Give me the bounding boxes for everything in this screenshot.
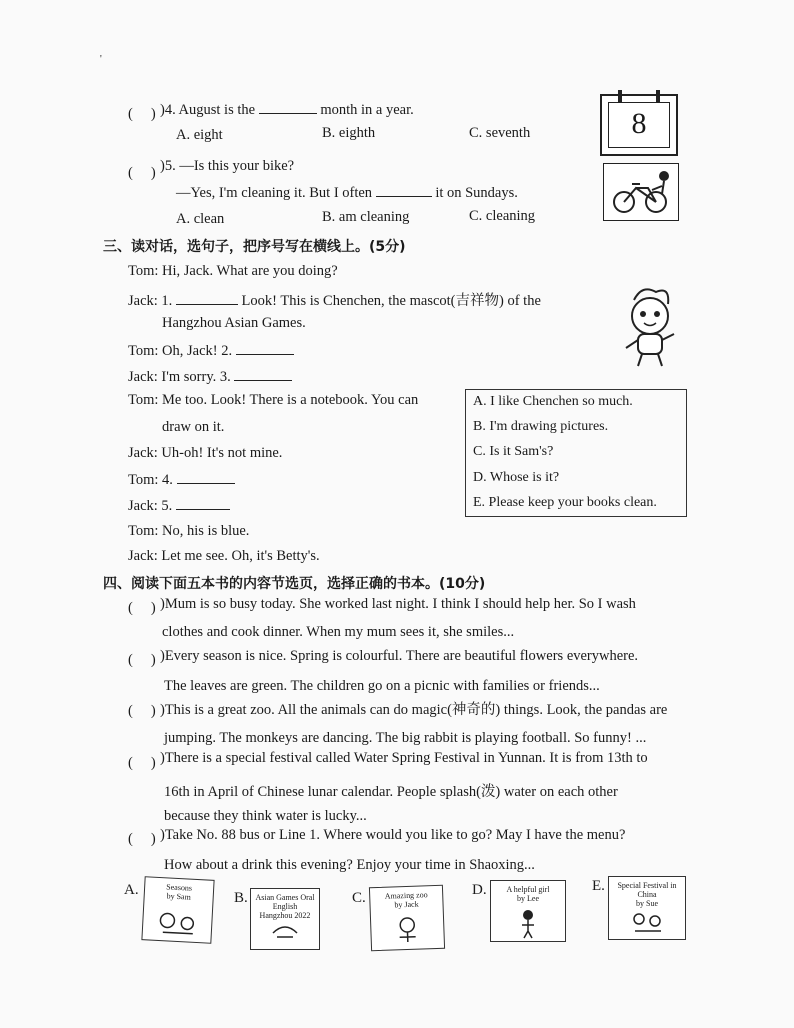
bike-icon bbox=[604, 164, 678, 220]
book-d-author: by Lee bbox=[517, 894, 539, 903]
q4-option-c: C. seventh bbox=[469, 125, 531, 141]
calendar-picture bbox=[600, 94, 678, 156]
dialogue-line: Tom: Me too. Look! There is a notebook. You can bbox=[128, 392, 419, 408]
dialogue-text: Tom: Oh, Jack! 2. bbox=[128, 343, 233, 359]
passage-1-line-1: )Mum is so busy today. She worked last night. I think I should help her. So I wash bbox=[160, 596, 636, 612]
dialogue-text: Look! This is Chenchen, the mascot(吉祥物) of the bbox=[241, 293, 541, 309]
book-e-cover bbox=[608, 876, 686, 940]
passage-2-line-1: )Every season is nice. Spring is colourful. There are beautiful flowers everywhere. bbox=[160, 648, 639, 664]
q5-response-a: —Yes, I'm cleaning it. But I often bbox=[176, 185, 373, 201]
dialogue-text: Tom: 4. bbox=[128, 472, 173, 488]
q5-response-b: it on Sundays. bbox=[435, 185, 518, 201]
dialogue-line bbox=[128, 289, 541, 310]
answer-paren-p1[interactable] bbox=[128, 600, 156, 617]
question-4 bbox=[160, 101, 414, 119]
book-e-author: by Sue bbox=[636, 899, 658, 908]
calendar-number: 8 bbox=[631, 107, 647, 140]
dialogue-blank-2[interactable] bbox=[236, 342, 294, 355]
dialogue-blank-3[interactable] bbox=[234, 368, 292, 381]
option-e: E. Please keep your books clean. bbox=[473, 495, 657, 510]
q4-option-a: A. eight bbox=[176, 127, 223, 143]
book-b-letter: B. bbox=[234, 890, 248, 906]
q4-blank[interactable] bbox=[259, 101, 317, 114]
dialogue-line: Jack: Uh-oh! It's not mine. bbox=[128, 445, 283, 461]
dialogue-blank-5[interactable] bbox=[176, 497, 230, 510]
passage-3-line-1: )This is a great zoo. All the animals can do magic(神奇的) things. Look, the pandas are bbox=[160, 702, 668, 718]
dialogue-line: draw on it. bbox=[162, 419, 225, 435]
passage-3-line-2: jumping. The monkeys are dancing. The big rabbit is playing football. So funny! ... bbox=[164, 730, 647, 746]
book-b-title-text: Asian Games Oral English bbox=[255, 893, 315, 911]
passage-4-line-3: because they think water is lucky... bbox=[164, 808, 367, 824]
dialogue-line: Tom: Hi, Jack. What are you doing? bbox=[128, 263, 338, 279]
book-d-title-text: A helpful girl bbox=[506, 885, 550, 894]
book-a-cover bbox=[141, 876, 214, 944]
book-a-title-text: Seasons bbox=[166, 882, 193, 893]
dialogue-line bbox=[128, 471, 235, 489]
animal-icon bbox=[370, 886, 444, 950]
book-c-cover bbox=[369, 885, 445, 952]
book-c-letter: C. bbox=[352, 890, 366, 906]
book-c-title-text: Amazing zoo bbox=[384, 890, 428, 901]
book-c-author: by Jack bbox=[394, 899, 419, 910]
dialogue-line: Jack: Let me see. Oh, it's Betty's. bbox=[128, 548, 320, 564]
section-4-heading: 四、阅读下面五本书的内容节选页，选择正确的书本。(10分) bbox=[103, 576, 486, 592]
q5-option-b: B. am cleaning bbox=[322, 209, 410, 225]
mascot-icon bbox=[612, 282, 686, 372]
sentence-options-box bbox=[465, 389, 687, 517]
mascot-picture bbox=[612, 282, 686, 372]
q5-blank[interactable] bbox=[376, 184, 432, 197]
passage-1-line-2: clothes and cook dinner. When my mum sees it, she smiles... bbox=[162, 624, 515, 640]
book-a-author: by Sam bbox=[166, 891, 192, 902]
q5-option-c: C. cleaning bbox=[469, 208, 536, 224]
book-b-cover bbox=[250, 888, 320, 950]
q4-tail: month in a year. bbox=[320, 102, 414, 118]
book-e-title-text: Special Festival in China bbox=[617, 881, 677, 899]
q4-option-b: B. eighth bbox=[322, 125, 376, 141]
q5-response bbox=[176, 184, 518, 202]
option-b: B. I'm drawing pictures. bbox=[473, 419, 609, 434]
scan-mark: ' bbox=[100, 54, 102, 65]
book-e-letter: E. bbox=[592, 878, 605, 894]
book-a-letter: A. bbox=[124, 882, 139, 898]
answer-paren-q5[interactable] bbox=[128, 165, 156, 182]
girl-icon bbox=[491, 881, 565, 941]
dialogue-text: Jack: 5. bbox=[128, 498, 173, 514]
games-logo-icon bbox=[251, 889, 319, 949]
dialogue-line bbox=[128, 342, 294, 360]
option-c: C. Is it Sam's? bbox=[473, 444, 554, 459]
passage-2-line-2: The leaves are green. The children go on a picnic with families or friends... bbox=[164, 678, 600, 694]
book-b-author: Hangzhou 2022 bbox=[259, 911, 311, 920]
dialogue-blank-4[interactable] bbox=[177, 471, 235, 484]
passage-4-line-2: 16th in April of Chinese lunar calendar. People splash(泼) water on each other bbox=[164, 784, 618, 800]
option-d: D. Whose is it? bbox=[473, 470, 560, 485]
dialogue-line bbox=[128, 368, 292, 386]
festival-icon bbox=[609, 877, 685, 939]
q4-stem: )4. August is the bbox=[160, 102, 256, 118]
passage-4-line-1: )There is a special festival called Water Spring Festival in Yunnan. It is from 13th to bbox=[160, 750, 648, 766]
dialogue-speaker-text: Jack: 1. bbox=[128, 293, 173, 309]
dialogue-text: Jack: I'm sorry. 3. bbox=[128, 369, 231, 385]
book-d-cover bbox=[490, 880, 566, 942]
section-3-heading: 三、读对话，选句子，把序号写在横线上。(5分) bbox=[103, 239, 406, 255]
bike-picture bbox=[603, 163, 679, 221]
answer-paren-p3[interactable] bbox=[128, 703, 156, 720]
q5-stem: )5. —Is this your bike? bbox=[160, 158, 295, 174]
flower-icon bbox=[142, 877, 213, 942]
answer-paren-p5[interactable] bbox=[128, 831, 156, 848]
dialogue-blank-1[interactable] bbox=[176, 292, 238, 305]
dialogue-line: Tom: No, his is blue. bbox=[128, 523, 250, 539]
dialogue-line: Hangzhou Asian Games. bbox=[162, 315, 306, 331]
passage-5-line-2: How about a drink this evening? Enjoy your time in Shaoxing... bbox=[164, 857, 535, 873]
q5-option-a: A. clean bbox=[176, 211, 225, 227]
passage-5-line-1: )Take No. 88 bus or Line 1. Where would you like to go? May I have the menu? bbox=[160, 827, 626, 843]
answer-paren-q4[interactable] bbox=[128, 106, 156, 123]
option-a: A. I like Chenchen so much. bbox=[473, 394, 633, 409]
answer-paren-p2[interactable] bbox=[128, 652, 156, 669]
answer-paren-p4[interactable] bbox=[128, 755, 156, 772]
book-d-letter: D. bbox=[472, 882, 487, 898]
dialogue-line bbox=[128, 497, 230, 515]
